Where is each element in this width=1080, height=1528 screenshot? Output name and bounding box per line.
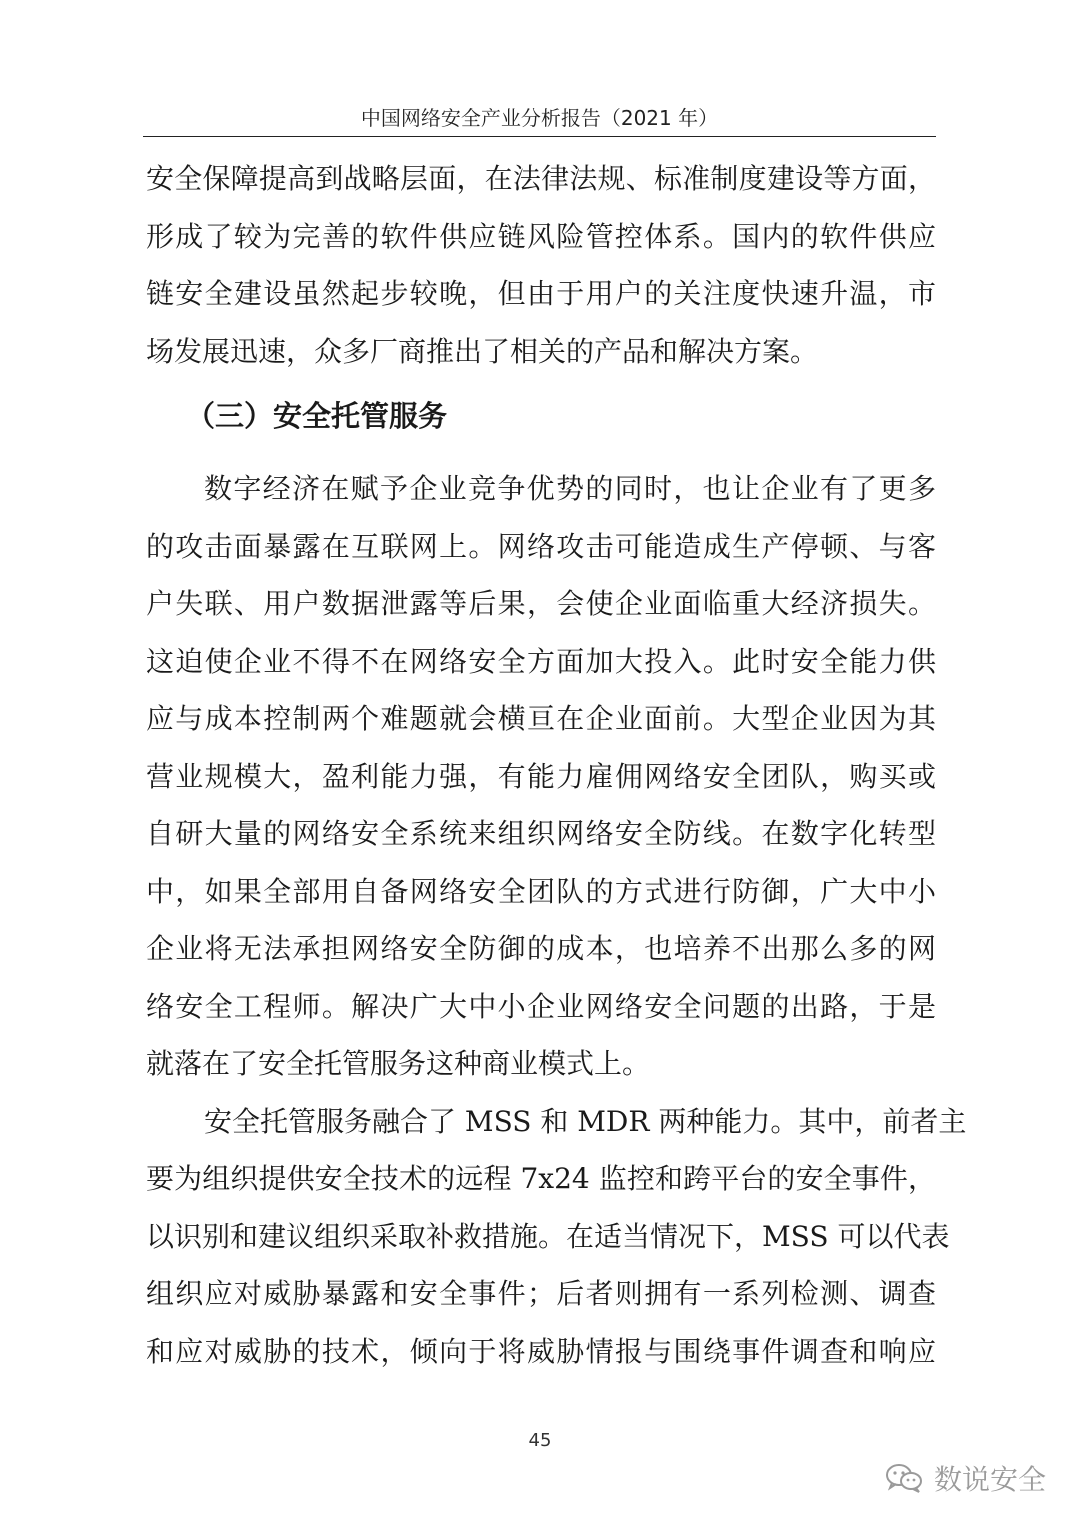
header-rule [143,136,936,137]
text-line: 中，如果全部用自备网络安全团队的方式进行防御，广大中小 [146,874,936,908]
text-line: 数字经济在赋予企业竞争优势的同时，也让企业有了更多 [204,472,936,505]
page-number: 45 [528,1430,552,1451]
text-line: 户失联、用户数据泄露等后果，会使企业面临重大经济损失。 [146,587,936,620]
text-line: 络安全工程师。解决广大中小企业网络安全问题的出路，于是 [146,989,936,1023]
body-text [146,150,967,1380]
text-line: 企业将无法承担网络安全防御的成本，也培养不出那么多的网 [146,932,936,965]
text-line: 安全托管服务融合了 MSS 和 MDR 两种能力。其中，前者主 [204,1104,967,1138]
text-line: 和应对威胁的技术，倾向于将威胁情报与围绕事件调查和响应 [146,1334,936,1368]
watermark-text: 数说安全 [933,1463,1046,1496]
text-line: 要为组织提供安全技术的远程 7x24 监控和跨平台的安全事件， [146,1162,936,1195]
text-line: 安全保障提高到战略层面，在法律法规、标准制度建设等方面， [146,162,936,195]
text-line: 形成了较为完善的软件供应链风险管控体系。国内的软件供应 [146,219,936,253]
watermark [884,1458,1046,1498]
text-line: 链安全建设虽然起步较晚，但由于用户的关注度快速升温，市 [146,277,936,310]
section-heading: （三）安全托管服务 [186,399,448,433]
text-line: 以识别和建议组织采取补救措施。在适当情况下，MSS 可以代表 [146,1219,950,1253]
paragraph-2 [146,460,936,1093]
text-line: 应与成本控制两个难题就会横亘在企业面前。大型企业因为其 [146,702,936,735]
text-line: 就落在了安全托管服务这种商业模式上。 [146,1047,651,1080]
text-line: 场发展迅速，众多厂商推出了相关的产品和解决方案。 [146,334,819,368]
paragraph-1 [146,150,936,380]
text-line: 的攻击面暴露在互联网上。网络攻击可能造成生产停顿、与客 [146,529,936,563]
page-header: 中国网络安全产业分析报告（2021 年） [360,106,719,130]
text-line: 组织应对威胁暴露和安全事件；后者则拥有一系列检测、调查 [146,1277,936,1310]
paragraph-3 [146,1093,967,1381]
text-line: 营业规模大，盈利能力强，有能力雇佣网络安全团队，购买或 [146,759,936,793]
text-line: 自研大量的网络安全系统来组织网络安全防线。在数字化转型 [146,817,936,850]
text-line: 这迫使企业不得不在网络安全方面加大投入。此时安全能力供 [146,644,936,678]
wechat-icon [884,1462,924,1494]
